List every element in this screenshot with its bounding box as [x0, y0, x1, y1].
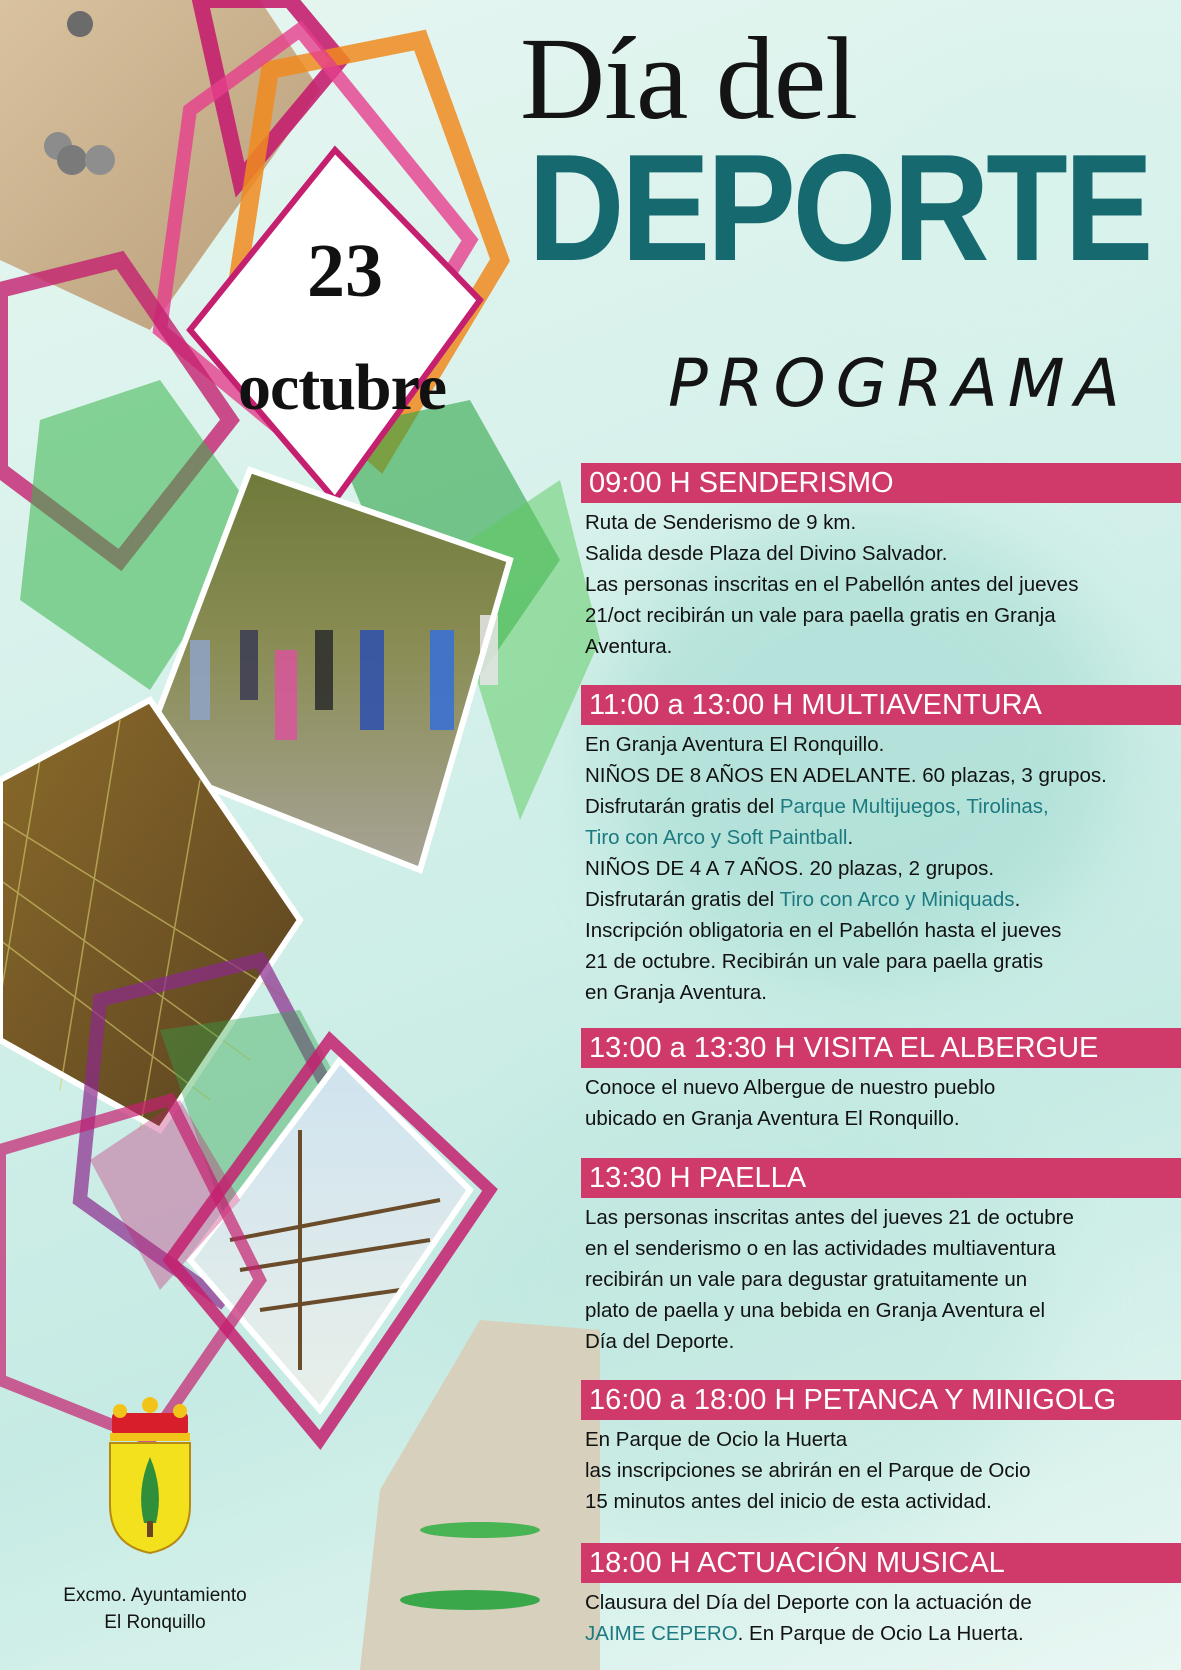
council-line-1: Excmo. Ayuntamiento — [63, 1585, 247, 1606]
section-line — [585, 1486, 1181, 1517]
section-line — [585, 791, 1181, 822]
section-line — [585, 1264, 1181, 1295]
section-line — [585, 507, 1181, 538]
section-line — [585, 1233, 1181, 1264]
section-body — [581, 725, 1181, 1008]
section-heading: 16:00 a 18:00 H PETANCA Y MINIGOLG — [581, 1380, 1181, 1420]
section-text: . — [1014, 888, 1021, 911]
section-line — [585, 1455, 1181, 1486]
section-line — [585, 977, 1181, 1008]
section-text: Ruta de Senderismo de 9 km. — [585, 511, 857, 534]
section-line — [585, 915, 1181, 946]
section-heading: 18:00 H ACTUACIÓN MUSICAL — [581, 1543, 1181, 1583]
title-line-1: Día del — [520, 13, 858, 144]
section-line — [585, 729, 1181, 760]
section-line — [585, 1295, 1181, 1326]
section-body — [581, 1198, 1181, 1357]
section-text: Día del Deporte. — [585, 1330, 735, 1353]
section-line — [585, 1618, 1181, 1649]
section-line — [585, 1202, 1181, 1233]
council-name — [30, 1582, 280, 1636]
section-text: las inscripciones se abrirán en el Parque de Ocio — [585, 1459, 1031, 1482]
section-line — [585, 1424, 1181, 1455]
petanque-ball — [67, 11, 93, 37]
section-text: En Parque de Ocio la Huerta — [585, 1428, 848, 1451]
section-text: Clausura del Día del Deporte con la actuación de — [585, 1591, 1032, 1614]
section-line — [585, 853, 1181, 884]
date-day: 23 — [307, 229, 383, 313]
section-body — [581, 1583, 1181, 1649]
petanque-ball — [57, 145, 87, 175]
section-text: Inscripción obligatoria en el Pabellón hasta el jueves — [585, 919, 1062, 942]
highlighted-text: Tiro con Arco y Soft Paintball — [585, 826, 848, 849]
program-section — [581, 1380, 1181, 1517]
section-line — [585, 1072, 1181, 1103]
section-line — [585, 600, 1181, 631]
section-text: NIÑOS DE 8 AÑOS EN ADELANTE. 60 plazas, 3 grupos. — [585, 764, 1107, 787]
programa-heading: PROGRAMA — [668, 345, 1130, 422]
title-line-2: DEPORTE — [528, 123, 1150, 293]
program-section — [581, 685, 1181, 1008]
highlighted-text: JAIME CEPERO — [585, 1622, 738, 1645]
section-text: Las personas inscritas antes del jueves 21 de octubre — [585, 1206, 1074, 1229]
section-text: recibirán un vale para degustar gratuitamente un — [585, 1268, 1028, 1291]
section-text: Las personas inscritas en el Pabellón antes del jueves — [585, 573, 1079, 596]
highlighted-text: Tiro con Arco y Miniquads — [779, 888, 1015, 911]
section-text: En Granja Aventura El Ronquillo. — [585, 733, 885, 756]
section-line — [585, 569, 1181, 600]
section-text: Disfrutarán gratis del — [585, 888, 780, 911]
council-line-2: El Ronquillo — [104, 1612, 206, 1633]
section-text: NIÑOS DE 4 A 7 AÑOS. 20 plazas, 2 grupos. — [585, 857, 995, 880]
highlighted-text: Parque Multijuegos, Tirolinas, — [779, 795, 1049, 818]
date-month: octubre — [237, 351, 447, 424]
section-line — [585, 884, 1181, 915]
section-text: en Granja Aventura. — [585, 981, 767, 1004]
section-text: 21/oct recibirán un vale para paella gratis en Granja — [585, 604, 1056, 627]
section-line — [585, 1103, 1181, 1134]
section-text: . En Parque de Ocio La Huerta. — [737, 1622, 1024, 1645]
coat-of-arms-icon — [100, 1395, 200, 1555]
section-line — [585, 631, 1181, 662]
program-section — [581, 1543, 1181, 1649]
section-body — [581, 1420, 1181, 1517]
petanque-ball — [85, 145, 115, 175]
section-text: ubicado en Granja Aventura El Ronquillo. — [585, 1107, 960, 1130]
section-body — [581, 1068, 1181, 1134]
section-line — [585, 538, 1181, 569]
section-line — [585, 760, 1181, 791]
section-text: Conoce el nuevo Albergue de nuestro pueblo — [585, 1076, 996, 1099]
section-text: plato de paella y una bebida en Granja Aventura el — [585, 1299, 1046, 1322]
section-text: Aventura. — [585, 635, 673, 658]
section-text: 21 de octubre. Recibirán un vale para paella gratis — [585, 950, 1044, 973]
section-text: en el senderismo o en las actividades multiaventura — [585, 1237, 1056, 1260]
section-text: 15 minutos antes del inicio de esta actividad. — [585, 1490, 992, 1513]
section-heading: 11:00 a 13:00 H MULTIAVENTURA — [581, 685, 1181, 725]
section-heading: 13:00 a 13:30 H VISITA EL ALBERGUE — [581, 1028, 1181, 1068]
section-text: Disfrutarán gratis del — [585, 795, 780, 818]
section-heading: 13:30 H PAELLA — [581, 1158, 1181, 1198]
section-line — [585, 946, 1181, 977]
section-line — [585, 822, 1181, 853]
program-section — [581, 1158, 1181, 1357]
section-text: . — [847, 826, 854, 849]
section-line — [585, 1326, 1181, 1357]
program-section — [581, 463, 1181, 662]
section-line — [585, 1587, 1181, 1618]
section-body — [581, 503, 1181, 662]
section-heading: 09:00 H SENDERISMO — [581, 463, 1181, 503]
section-text: Salida desde Plaza del Divino Salvador. — [585, 542, 948, 565]
minigolf-photo — [360, 1320, 600, 1670]
program-section — [581, 1028, 1181, 1134]
